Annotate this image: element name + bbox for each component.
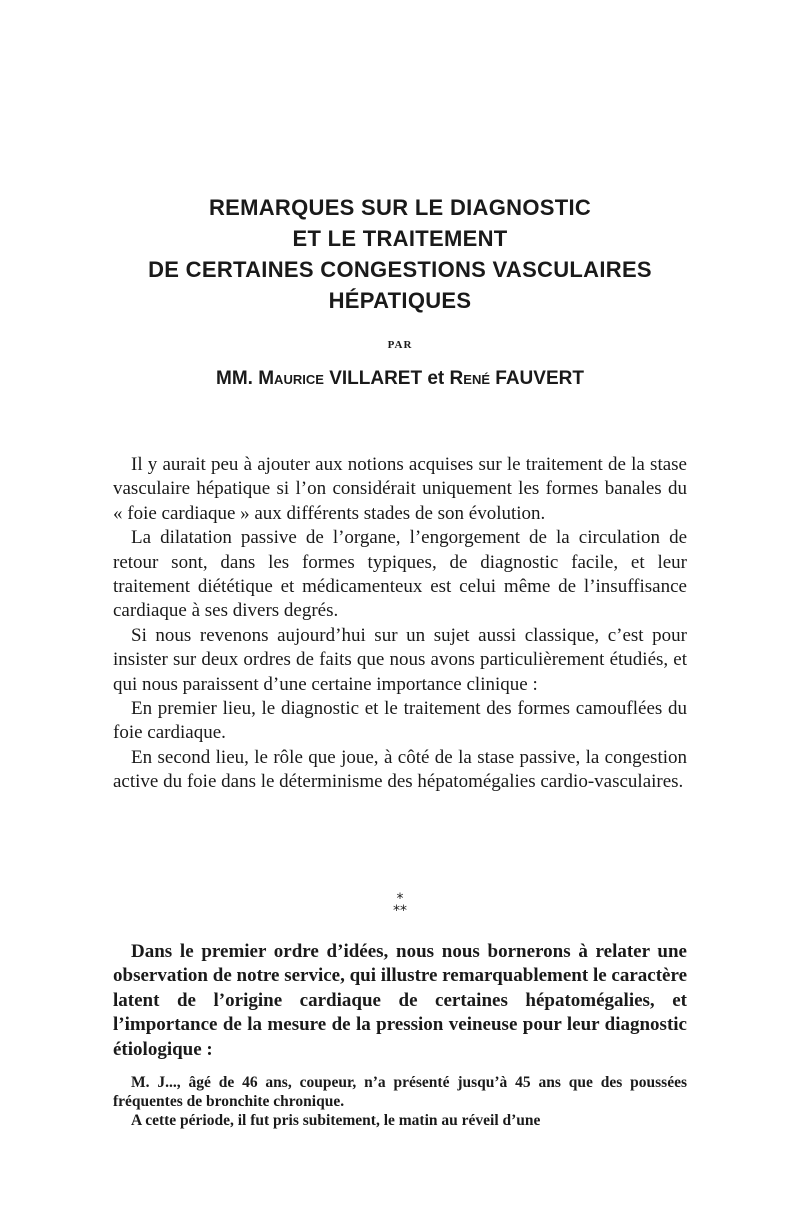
section-break-asterism [0, 893, 800, 917]
asterism-bottom: ** [393, 903, 407, 919]
body-text-continued [113, 940, 687, 1062]
title-line-2: ET LE TRAITEMENT [292, 226, 508, 251]
case-paragraph-1: M. J..., âgé de 46 ans, coupeur, n’a présenté jusqu’à 45 ans que des poussées fréquentes de bronchite chronique. [113, 1074, 687, 1110]
body-paragraph-4: En premier lieu, le diagnostic et le traitement des formes camouflées du foie cardiaque. [113, 698, 687, 744]
case-report-text [113, 1073, 687, 1130]
par-label: PAR [387, 339, 413, 351]
author-1-last-name: VILLARET [329, 368, 423, 389]
body-paragraph-5: En second lieu, le rôle que joue, à côté de la stase passive, la congestion active du foie dans le déterminisme des hépatomégalies cardio-vasculaires. [113, 746, 687, 793]
body-paragraph-3: Si nous revenons aujourd’hui sur un sujet aussi classique, c’est pour insister sur deux ordres de faits que nous avons particulièrement étudiés, et qui nous paraissent d’une certaine importance clinique : [113, 624, 687, 695]
title-line-1: REMARQUES SUR LE DIAGNOSTIC [208, 195, 592, 220]
author-1-first-name: Maurice [258, 368, 324, 389]
body-paragraph-6: Dans le premier ordre d’idées, nous nous bornerons à relater une observation de notre service, qui illustre remarquablement le caractère latent de l’origine cardiaque de certaines hépatomégalies, et l’importance de la mesure de la pression veineuse pour leur diagnostic étiologique : [113, 941, 687, 1060]
article-title [60, 192, 740, 316]
author-byline [0, 368, 800, 390]
body-paragraph-1: Il y aurait peu à ajouter aux notions acquises sur le traitement de la stase vasculaire hépatique si l’on considérait uniquement les formes banales du « foie cardiaque » aux différents stades de son évolution. [113, 454, 687, 524]
case-paragraph-2: A cette période, il fut pris subitement, le matin au réveil d’une [131, 1112, 541, 1129]
asterism-top: * [396, 891, 404, 907]
author-2-first-name: René [449, 368, 490, 389]
author-2-last-name: FAUVERT [495, 368, 584, 389]
body-paragraph-2: La dilatation passive de l’organe, l’engorgement de la circulation de retour sont, dans les formes typiques, de diagnostic facile, et leur traitement diététique et médicamenteux est celui même de l’insuffisance cardiaque à ses divers degrés. [113, 527, 687, 622]
body-text-intro [113, 453, 687, 795]
author-prefix: MM. [216, 368, 253, 389]
author-conjunction: et [427, 368, 445, 389]
title-line-4: HÉPATIQUES [328, 288, 472, 313]
title-line-3: DE CERTAINES CONGESTIONS VASCULAIRES [148, 257, 652, 282]
